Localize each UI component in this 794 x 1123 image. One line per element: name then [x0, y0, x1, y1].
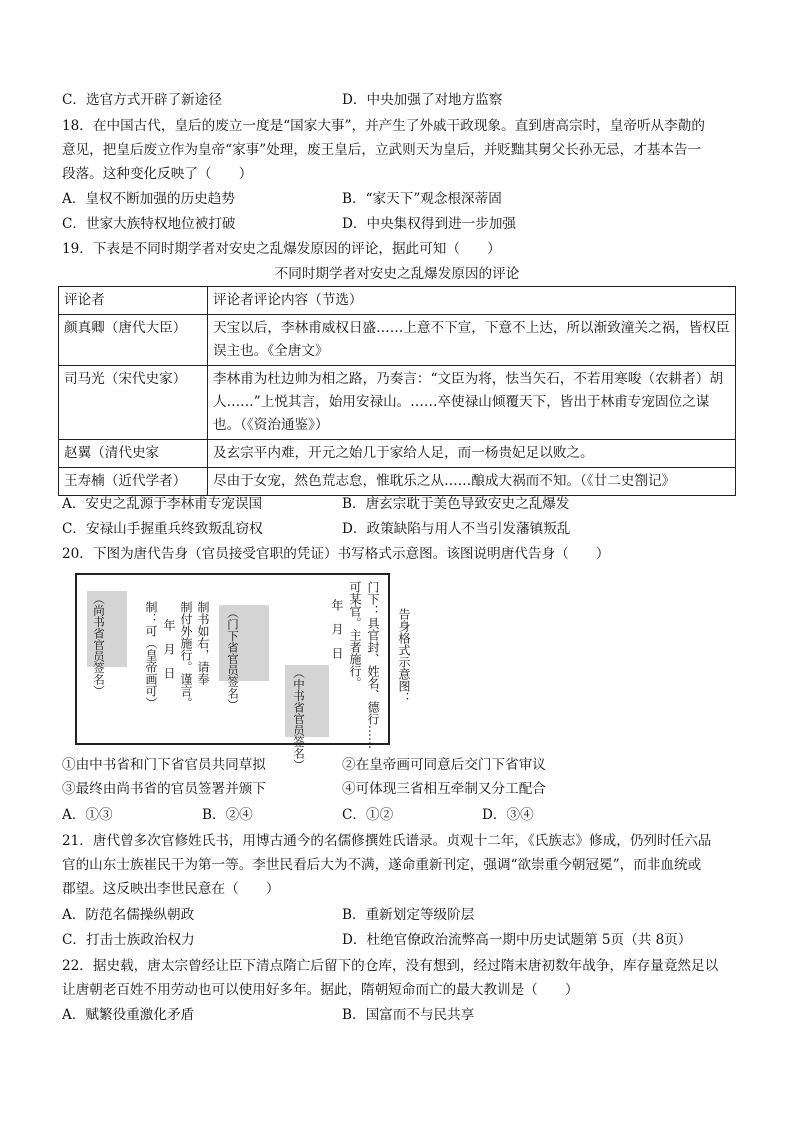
- table-row: [59, 440, 736, 468]
- q20-option-d: D．③④: [482, 807, 534, 823]
- q18-option-b: B．“家天下”观念根深蒂固: [342, 191, 502, 207]
- diagram-col-date2: 年 月 日: [162, 619, 176, 679]
- commenter-cell: 司马光（宋代史家）: [59, 366, 208, 440]
- q18-option-c: C．世家大族特权地位被打破: [62, 216, 236, 232]
- q18-stem-line3: 段落。这种变化反映了（ ）: [62, 166, 253, 182]
- q22-stem-line1: 22．据史载，唐太宗曾经让臣下清点隋亡后留下的仓库，没有想到，经过隋末唐初数年战争，库存量竟然足以: [62, 958, 719, 974]
- q20-statement-1: ①由中书省和门下省官员共同草拟: [62, 757, 266, 773]
- comment-table: [58, 286, 736, 496]
- comment-cell: 尽由于女宠，然色荒志怠，惟耽乐之从……酿成大祸而不知。（《廿二史劄记》: [208, 468, 736, 496]
- q21-option-d: D．杜绝官僚政治流弊高一期中历史试题第 5页（共 8页）: [342, 932, 692, 948]
- diagram-col-appoint: 可某官。主者施行。: [348, 581, 362, 689]
- q22-option-a: A．赋繁役重激化矛盾: [62, 1007, 195, 1023]
- q20-stem: 20．下图为唐代告身（官员接受官职的凭证）书写格式示意图。该图说明唐代告身（ ）: [62, 546, 610, 562]
- q20-statement-2: ②在皇帝画可同意后交门下省审议: [342, 757, 546, 773]
- diagram-col-date1: 年 月 日: [330, 599, 344, 659]
- comment-cell: 天宝以后，李林甫威权日盛……上意不下宣，下意不上达，所以渐致潼关之祸，皆权臣误主也。《全唐文》: [208, 315, 736, 366]
- table-row: [59, 315, 736, 366]
- q18-stem-line1: 18．在中国古代，皇后的废立一度是“国家大事”，并产生了外戚干政现象。直到唐高宗时，皇帝听从李勣的: [62, 118, 705, 134]
- q20-option-a: A．①③: [62, 807, 113, 823]
- q20-option-c: C．①②: [342, 807, 394, 823]
- commenter-cell: 颜真卿（唐代大臣）: [59, 315, 208, 366]
- q19-option-c: C．安禄山手握重兵终致叛乱窃权: [62, 521, 263, 537]
- q19-option-b: B．唐玄宗耽于美色导致安史之乱爆发: [342, 496, 570, 512]
- diagram-col-fuwai: 制付外施行。谨言。: [179, 601, 193, 709]
- table-header-cell: 评论者评论内容（节选）: [208, 287, 736, 315]
- menxia-signature-label: （门下省官员签名）: [226, 607, 240, 711]
- table-row: [59, 468, 736, 496]
- diagram-col-emperor-approve: 制：可（皇帝画可）: [144, 601, 158, 709]
- shangshu-signature-label: （尚书省官员签名）: [92, 593, 106, 697]
- q17-option-d: D．中央加强了对地方监察: [342, 92, 503, 108]
- q21-stem-line3: 郡望。这反映出李世民意在（ ）: [62, 881, 280, 897]
- table-caption: 不同时期学者对安史之乱爆发原因的评论: [274, 266, 520, 282]
- zhongshu-signature-label: （中书省官员签名）: [292, 667, 306, 771]
- q20-statement-3: ③最终由尚书省的官员签署并颁下: [62, 781, 266, 797]
- q18-stem-line2: 意见，把皇后废立作为皇帝“家事”处理，废王皇后，立武则天为皇后，并贬黜其舅父长孙无忌，才基本告一: [62, 142, 702, 158]
- q20-option-b: B．②④: [202, 807, 253, 823]
- q21-stem-line2: 官的山东士族崔民干为第一等。李世民看后大为不满，遂命重新刊定，强调“欲崇重今朝冠冕”，而非血统或: [62, 857, 702, 873]
- q20-statement-4: ④可体现三省相互牵制又分工配合: [342, 781, 546, 797]
- table-header-cell: 评论者: [59, 287, 208, 315]
- commenter-cell: 王寿楠（近代学者）: [59, 468, 208, 496]
- comment-cell: 李林甫为杜边帅为相之路，乃奏言：“文臣为将，怯当矢石，不若用寒唆（农耕者）胡人……”上悦其言，始用安禄山。……卒使禄山倾覆天下，皆出于林甫专宠固位之谋也。（《资治通鉴》）: [208, 366, 736, 440]
- q22-option-b: B．国富而不与民共享: [342, 1007, 475, 1023]
- table-header-row: [59, 287, 736, 315]
- q21-stem-line1: 21．唐代曾多次官修姓氏书，用博古通今的名儒修撰姓氏谱录。贞观十二年，《氏族志》修成，仍列时任六品: [62, 833, 712, 849]
- q18-option-a: A．皇权不断加强的历史趋势: [62, 191, 235, 207]
- diagram-col-zhishu: 制书如右，请奉: [196, 601, 210, 685]
- q19-option-a: A．安史之乱源于李林甫专宠误国: [62, 496, 263, 512]
- q21-option-c: C．打击士族政治权力: [62, 932, 195, 948]
- q21-option-a: A．防范名儒操纵朝政: [62, 907, 195, 923]
- diagram-side-label: 告身格式示意图：: [397, 608, 411, 704]
- q21-option-b: B．重新划定等级阶层: [342, 907, 475, 923]
- q19-stem: 19．下表是不同时期学者对安史之乱爆发原因的评论，据此可知（ ）: [62, 241, 501, 257]
- diagram-col-menxia-header: 门下：具官封、姓名、德行……: [366, 581, 380, 749]
- q22-stem-line2: 让唐朝老百姓不用劳动也可以使用好多年。据此，隋朝短命而亡的最大教训是（ ）: [62, 982, 579, 998]
- q18-option-d: D．中央集权得到进一步加强: [342, 216, 517, 232]
- q19-option-d: D．政策缺陷与用人不当引发藩镇叛乱: [342, 521, 571, 537]
- q17-option-c: C．选官方式开辟了新途径: [62, 92, 222, 108]
- commenter-cell: 赵翼（清代史家: [59, 440, 208, 468]
- table-row: [59, 366, 736, 440]
- comment-cell: 及玄宗平内难，开元之始几于家给人足，而一杨贵妃足以败之。: [208, 440, 736, 468]
